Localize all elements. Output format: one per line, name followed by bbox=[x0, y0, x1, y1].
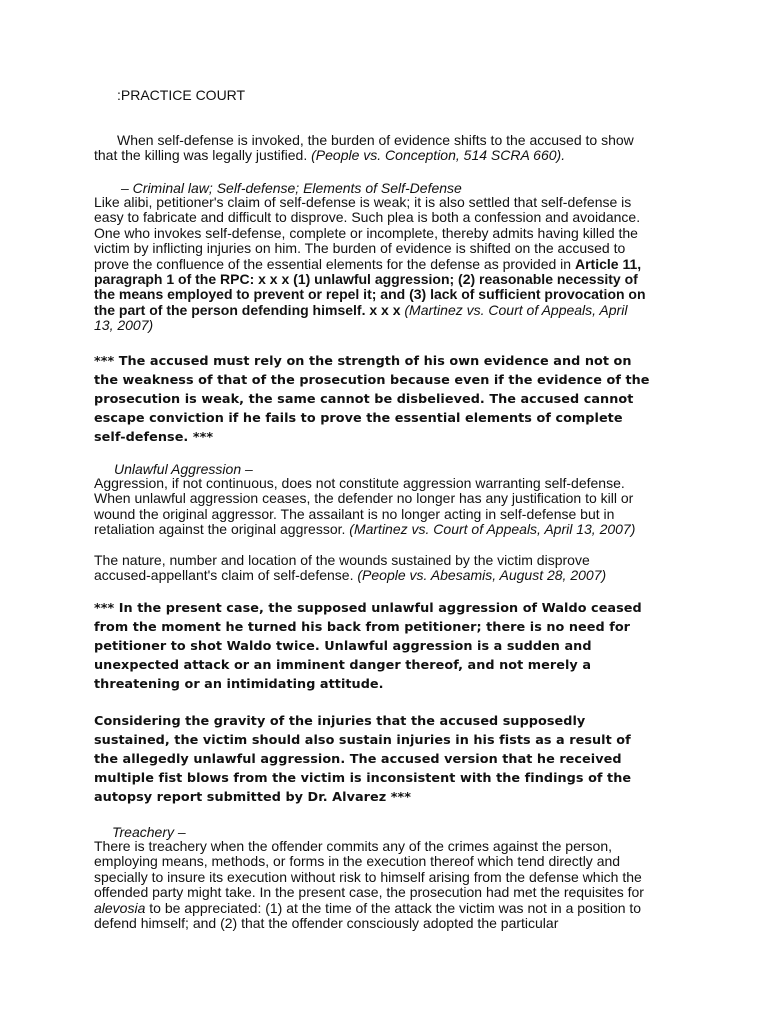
citation: (People vs. Abesamis, August 28, 2007) bbox=[357, 567, 607, 584]
paragraph-unlawful-aggression bbox=[94, 476, 650, 538]
paragraph-treachery bbox=[94, 839, 650, 931]
paragraph-elements-of-self-defense bbox=[94, 195, 650, 334]
paragraph-wounds bbox=[94, 553, 650, 584]
section-title-elements: – Criminal law; Self-defense; Elements of Self-Defense bbox=[121, 180, 462, 196]
citation: (Martinez vs. Court of Appeals, April 13, 2007) bbox=[94, 301, 628, 334]
citation: (Martinez vs. Court of Appeals, April 13, 2007) bbox=[349, 521, 636, 538]
note-waldo-aggression: *** In the present case, the supposed unlawful aggression of Waldo ceased from the moment he turned his back from petitioner; there is no need for petitioner to shot Waldo twice. Unlawful aggression is a sudden and unexpected attack or an imminent danger thereof, and not merely a threatening or an intimidating attitude. bbox=[94, 601, 642, 692]
note-accused-evidence: *** The accused must rely on the strength of his own evidence and not on the weakness of that of the prosecution because even if the evidence of the prosecution is weak, the same cannot be disbelieved. The accused cannot escape conviction if he fails to prove the essential elements of complete self-defense. *** bbox=[94, 354, 650, 445]
paragraph-text: Aggression, if not continuous, does not constitute aggression warranting self-defense. When unlawful aggression ceases, the defender no longer has any justification to kill or wound the original aggressor. The assailant is no longer acting in self-defense but in retaliation against the original aggressor. bbox=[94, 475, 634, 538]
paragraph-burden-of-evidence bbox=[94, 133, 650, 164]
note-injuries-gravity: Considering the gravity of the injuries that the accused supposedly sustained, the victim should also sustain injuries in his fists as a result of the allegedly unlawful aggression. The accused version that he received multiple fist blows from the victim is inconsistent with the findings of the autopsy report submitted by Dr. Alvarez *** bbox=[94, 714, 632, 805]
section-title-unlawful-aggression: Unlawful Aggression – bbox=[114, 461, 253, 477]
page-heading: :PRACTICE COURT bbox=[117, 87, 246, 103]
paragraph-text: Like alibi, petitioner's claim of self-defense is weak; it is also settled that self-defense is easy to fabricate and difficult to disprove. Such plea is both a confession and avoidance. One who invokes self-defense, complete or incomplete, thereby admits having killed the victim by inflicting injuries on him. The burden of evidence is shifted on the accused to prove the confluence of the essential elements for the defense as provided in bbox=[94, 194, 641, 272]
citation: (People vs. Conception, 514 SCRA 660). bbox=[311, 147, 566, 164]
bold-legal-provision: Article 11, paragraph 1 of the RPC: x x x (1) unlawful aggression; (2) reasonable necessity of the means employed to prevent or repel it; and (3) lack of sufficient provocation on the part of the person defending himself. x x x bbox=[94, 255, 646, 318]
paragraph-text: There is treachery when the offender commits any of the crimes against the person, employing means, methods, or forms in the execution thereof which tend directly and specially to insure its execution without risk to himself arising from the defense which the offended party might take. In the present case, the prosecution had met the requisites for bbox=[94, 838, 644, 901]
paragraph-text: When self-defense is invoked, the burden of evidence shifts to the accused to show that the killing was legally justified. bbox=[94, 132, 634, 164]
term-alevosia: alevosia bbox=[94, 899, 146, 916]
paragraph-text: The nature, number and location of the wounds sustained by the victim disprove accused-appellant's claim of self-defense. bbox=[94, 552, 590, 584]
paragraph-text: to be appreciated: (1) at the time of the attack the victim was not in a position to defend himself; and (2) that the offender consciously adopted the particular bbox=[94, 899, 642, 932]
section-title-treachery: Treachery – bbox=[112, 824, 186, 840]
